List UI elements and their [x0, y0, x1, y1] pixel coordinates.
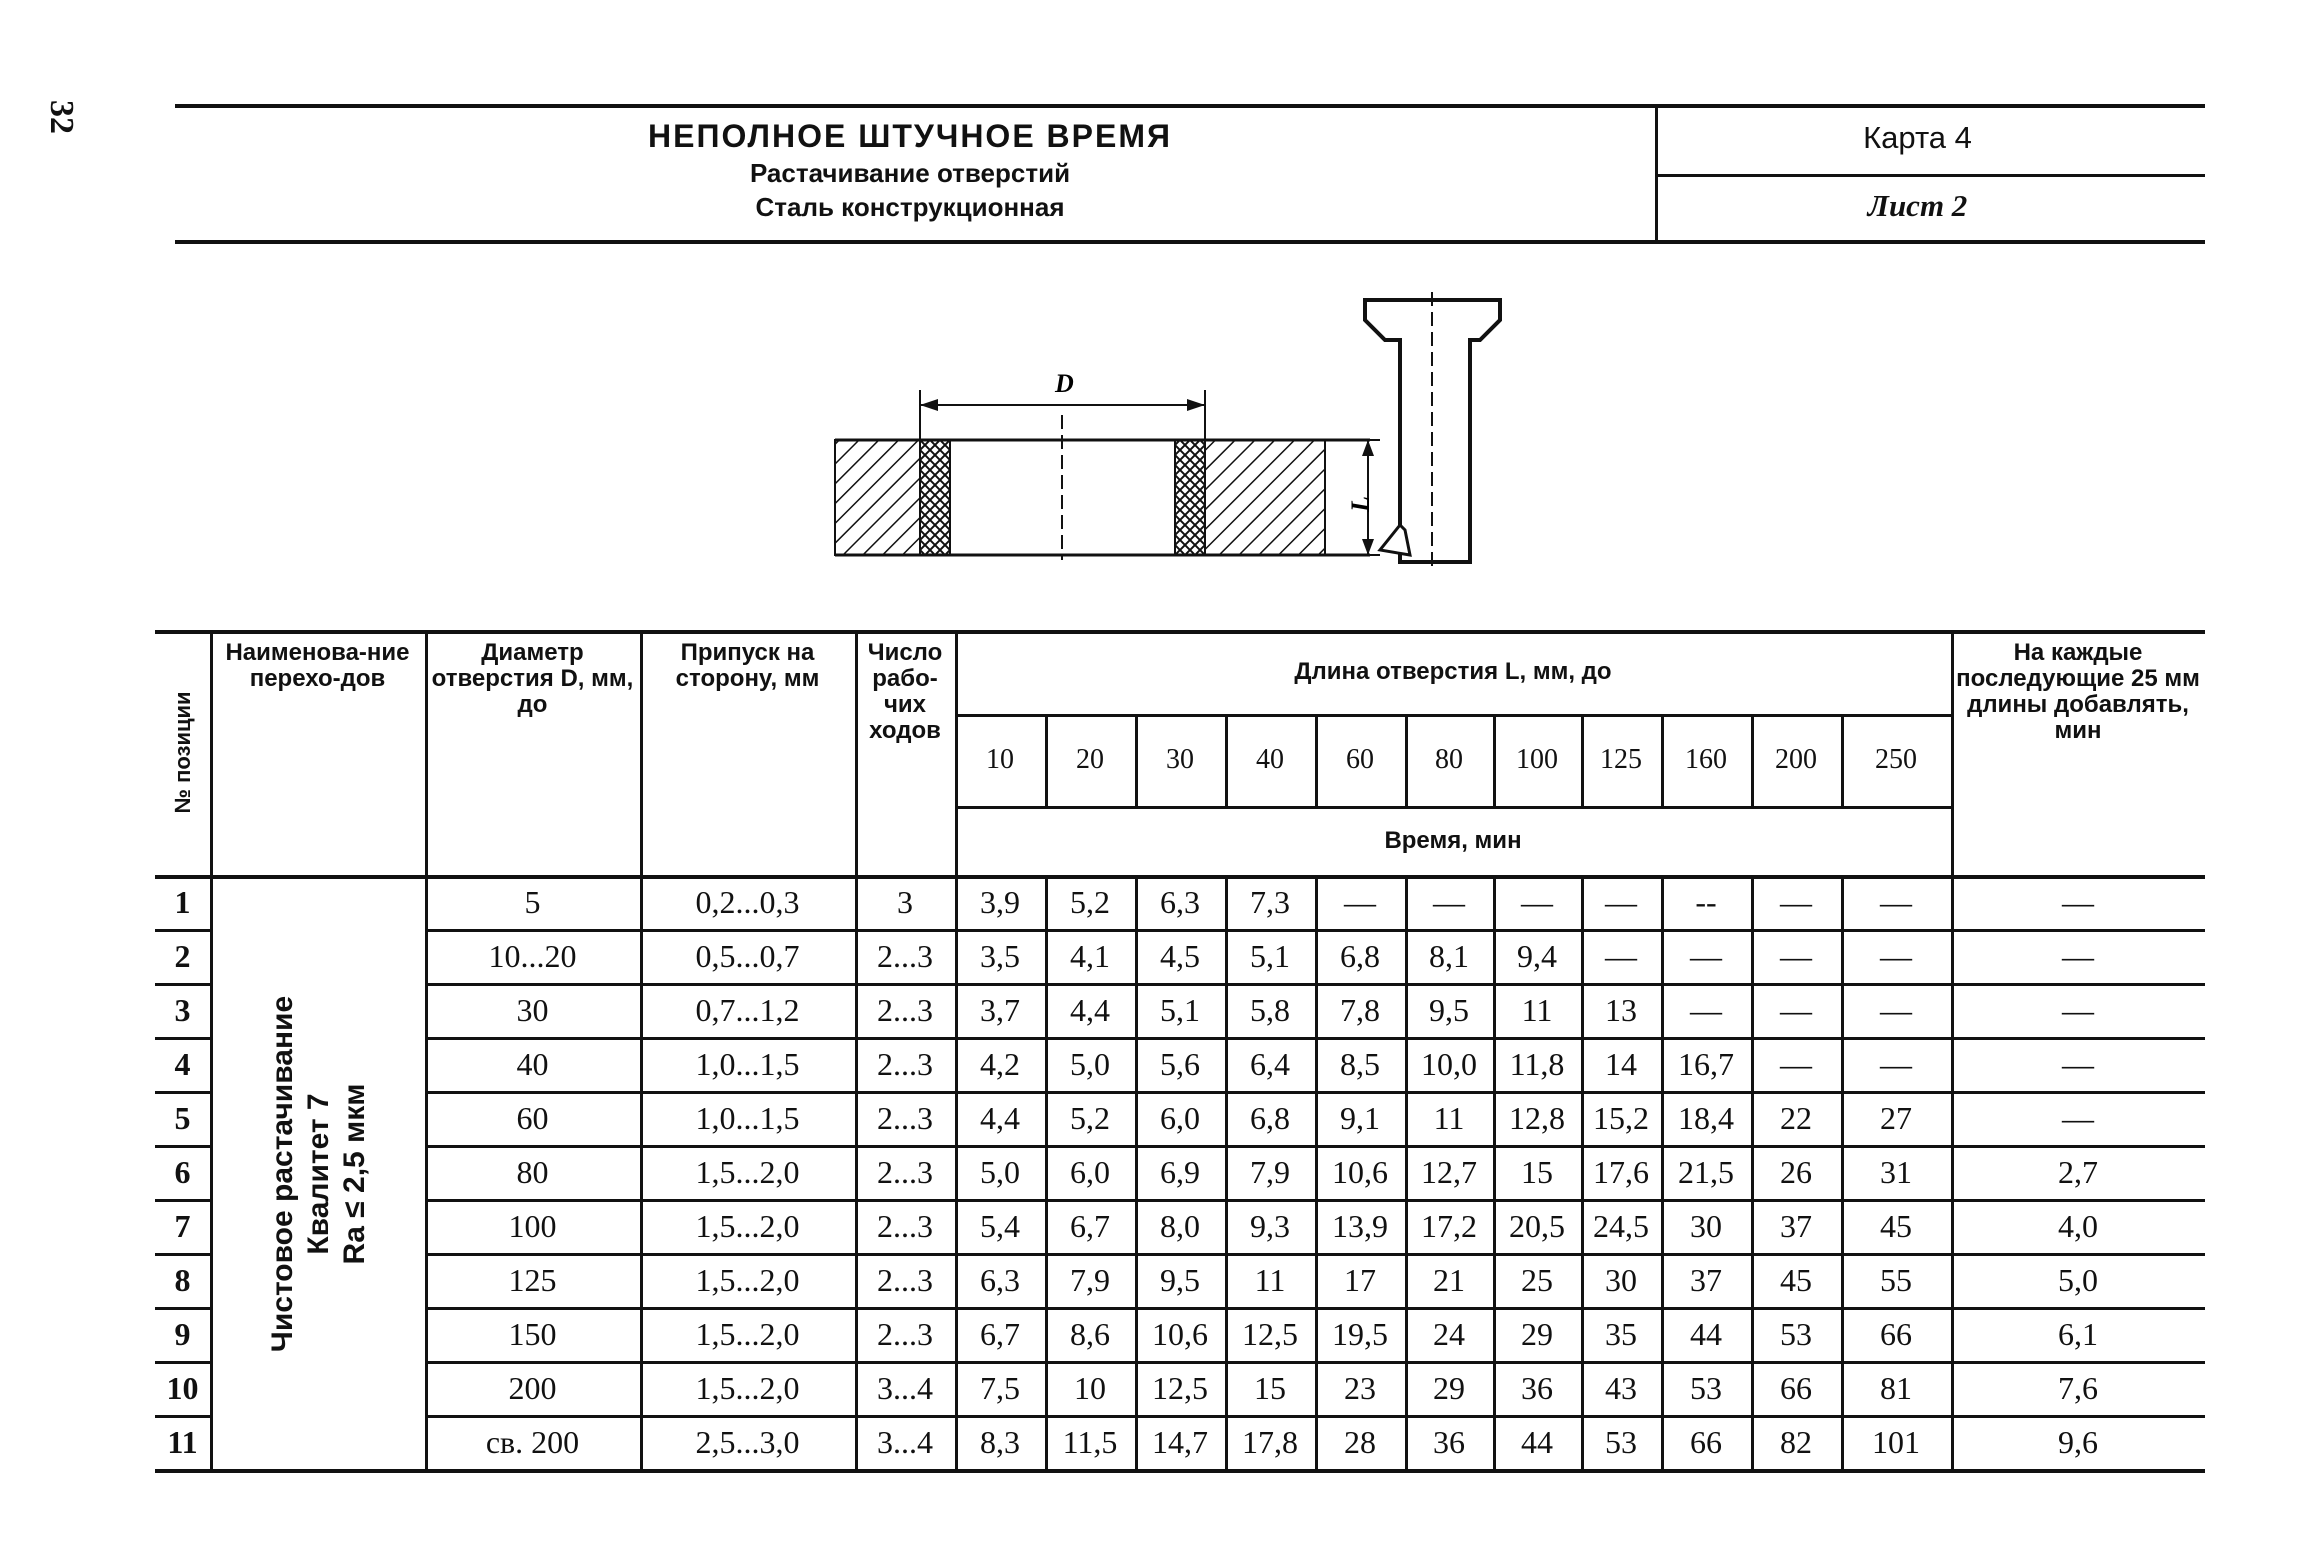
row-time: 36 [1521, 1369, 1553, 1406]
row-time: 35 [1605, 1315, 1637, 1352]
operation-line: Чистовое растачивание [266, 995, 300, 1353]
row-diameter: св. 200 [485, 1423, 580, 1460]
row-time: 3,7 [980, 991, 1020, 1028]
row-time: — [1880, 1045, 1912, 1082]
row-time: — [1605, 937, 1637, 974]
row-time: 17,6 [1593, 1153, 1649, 1190]
row-position: 4 [174, 1045, 191, 1082]
row-time: 8,3 [980, 1423, 1020, 1460]
operation-line: Ra ≤ 2,5 мкм [338, 1083, 372, 1265]
row-time: 7,3 [1250, 883, 1290, 920]
row-time: 44 [1521, 1423, 1553, 1460]
row-time: 30 [1690, 1207, 1722, 1244]
row-time: — [1433, 883, 1465, 920]
dimension-d-label: D [1055, 369, 1074, 398]
row-position: 2 [174, 937, 191, 974]
operation-cell [213, 879, 425, 1469]
row-time: 28 [1344, 1423, 1376, 1460]
row-time: 29 [1433, 1369, 1465, 1406]
row-allowance: 1,5...2,0 [695, 1369, 800, 1406]
row-time: 53 [1605, 1423, 1637, 1460]
row-allowance: 1,5...2,0 [695, 1261, 800, 1298]
row-time: 6,7 [980, 1315, 1020, 1352]
row-time: 36 [1433, 1423, 1465, 1460]
row-extra: 9,6 [2058, 1423, 2098, 1460]
row-diameter: 30 [516, 991, 549, 1028]
length-col-header: 20 [1076, 744, 1104, 775]
row-time: 81 [1880, 1369, 1912, 1406]
row-time: 101 [1872, 1423, 1920, 1460]
row-time: 15,2 [1593, 1099, 1649, 1136]
row-time: — [1521, 883, 1553, 920]
row-time: 30 [1605, 1261, 1637, 1298]
row-time: 14 [1605, 1045, 1637, 1082]
length-col-header: 80 [1435, 744, 1463, 775]
row-position: 11 [167, 1423, 198, 1460]
col-length-group-header: Длина отверстия L, мм, до [1294, 658, 1612, 685]
row-time: 24 [1433, 1315, 1465, 1352]
row-allowance: 2,5...3,0 [695, 1423, 800, 1460]
row-time: 9,3 [1250, 1207, 1290, 1244]
row-passes: 2...3 [877, 1153, 933, 1190]
row-passes: 3 [897, 883, 913, 920]
row-time: 8,5 [1340, 1045, 1380, 1082]
row-time: 21,5 [1678, 1153, 1734, 1190]
header-bottom-rule [175, 240, 2205, 244]
row-time: 6,8 [1250, 1099, 1290, 1136]
row-time: 23 [1344, 1369, 1376, 1406]
row-time: 82 [1780, 1423, 1812, 1460]
row-time: — [1780, 1045, 1812, 1082]
length-col-header: 100 [1516, 744, 1558, 775]
row-time: — [1880, 883, 1912, 920]
row-time: 43 [1605, 1369, 1637, 1406]
row-time: 5,2 [1070, 1099, 1110, 1136]
row-time: — [1690, 937, 1722, 974]
row-time: 8,1 [1429, 937, 1469, 974]
row-time: 6,4 [1250, 1045, 1290, 1082]
row-extra: — [2062, 937, 2094, 974]
row-time: 12,5 [1152, 1369, 1208, 1406]
row-position: 10 [166, 1369, 199, 1406]
row-passes: 2...3 [877, 1315, 933, 1352]
row-time: 17 [1344, 1261, 1376, 1298]
length-col-header: 160 [1685, 744, 1727, 775]
time-norms-table [155, 630, 2205, 1470]
row-time: — [1690, 991, 1722, 1028]
row-extra: — [2062, 991, 2094, 1028]
row-allowance: 1,0...1,5 [695, 1099, 800, 1136]
row-time: 12,7 [1421, 1153, 1477, 1190]
row-diameter: 200 [508, 1369, 557, 1406]
row-allowance: 1,5...2,0 [695, 1153, 800, 1190]
row-time: 9,1 [1340, 1099, 1380, 1136]
col-position-header: № позиции [169, 691, 195, 814]
row-time: 5,1 [1160, 991, 1200, 1028]
row-time: 7,9 [1070, 1261, 1110, 1298]
row-time: — [1880, 991, 1912, 1028]
col-passes-header: Число рабо-чих ходов [867, 639, 943, 744]
operation-text [265, 996, 373, 1352]
row-diameter: 60 [516, 1099, 549, 1136]
length-col-header: 10 [986, 744, 1014, 775]
row-time: 53 [1780, 1315, 1812, 1352]
row-extra: — [2062, 1045, 2094, 1082]
row-time: 6,3 [1160, 883, 1200, 920]
row-time: 6,8 [1340, 937, 1380, 974]
row-passes: 2...3 [877, 1045, 933, 1082]
row-time: 10,6 [1152, 1315, 1208, 1352]
row-position: 7 [174, 1207, 191, 1244]
page-subtitle-operation: Растачивание отверстий [749, 158, 1071, 188]
col-extra-header: На каждые последующие 25 мм длины добавлять, мин [1956, 639, 2200, 744]
row-time: 8,0 [1160, 1207, 1200, 1244]
row-position: 8 [174, 1261, 191, 1298]
row-time: 26 [1780, 1153, 1812, 1190]
row-time: 11,8 [1509, 1045, 1565, 1082]
row-diameter: 150 [508, 1315, 557, 1352]
row-time: 53 [1690, 1369, 1722, 1406]
row-time: 6,9 [1160, 1153, 1200, 1190]
row-time: 5,2 [1070, 883, 1110, 920]
row-time: 10,0 [1421, 1045, 1477, 1082]
sheet-number: Лист 2 [1867, 188, 1968, 223]
length-col-header: 250 [1875, 744, 1917, 775]
row-time: 55 [1880, 1261, 1912, 1298]
row-time: 10 [1074, 1369, 1106, 1406]
row-passes: 2...3 [877, 1099, 933, 1136]
row-time: 9,4 [1517, 937, 1557, 974]
operation-line: Квалитет 7 [302, 1093, 336, 1255]
row-time: 5,1 [1250, 937, 1290, 974]
col-diameter-header: Диаметр отверстия D, мм, до [431, 639, 634, 718]
row-time: 31 [1880, 1153, 1912, 1190]
row-time: 4,1 [1070, 937, 1110, 974]
length-col-header: 40 [1256, 744, 1284, 775]
row-time: — [1780, 937, 1812, 974]
row-time: 3,9 [980, 883, 1020, 920]
row-time: 66 [1780, 1369, 1812, 1406]
row-time: 7,5 [980, 1369, 1020, 1406]
row-time: 16,7 [1678, 1045, 1734, 1082]
row-time: 15 [1521, 1153, 1553, 1190]
row-time: 37 [1690, 1261, 1722, 1298]
row-extra: 2,7 [2058, 1153, 2098, 1190]
row-time: 45 [1780, 1261, 1812, 1298]
row-time: 27 [1880, 1099, 1912, 1136]
row-diameter: 125 [508, 1261, 557, 1298]
row-diameter: 40 [516, 1045, 549, 1082]
row-time: 10,6 [1332, 1153, 1388, 1190]
page-title: НЕПОЛНОЕ ШТУЧНОЕ ВРЕМЯ [647, 118, 1172, 154]
row-position: 6 [174, 1153, 191, 1190]
row-position: 5 [174, 1099, 191, 1136]
row-time: 11 [1254, 1261, 1286, 1298]
row-time: 6,0 [1160, 1099, 1200, 1136]
row-time: 12,5 [1242, 1315, 1298, 1352]
workpiece-right [1205, 440, 1325, 555]
length-col-header: 125 [1600, 744, 1642, 775]
row-passes: 2...3 [877, 991, 933, 1028]
boring-diagram [820, 280, 1540, 580]
row-time: 4,4 [980, 1099, 1020, 1136]
row-extra: — [2062, 883, 2094, 920]
row-time: 19,5 [1332, 1315, 1388, 1352]
row-time: 66 [1690, 1423, 1722, 1460]
row-time: 5,6 [1160, 1045, 1200, 1082]
row-diameter: 10...20 [488, 937, 577, 974]
row-time: 11 [1433, 1099, 1465, 1136]
row-time: 3,5 [980, 937, 1020, 974]
row-time: 18,4 [1678, 1099, 1734, 1136]
row-passes: 3...4 [877, 1423, 933, 1460]
row-time: 11 [1521, 991, 1553, 1028]
row-allowance: 0,2...0,3 [695, 883, 800, 920]
row-time: 7,9 [1250, 1153, 1290, 1190]
row-time: 17,2 [1421, 1207, 1477, 1244]
col-allowance-header: Припуск на сторону, мм [675, 639, 820, 692]
row-time: 9,5 [1160, 1261, 1200, 1298]
page-subtitle-material: Сталь конструкционная [755, 192, 1065, 222]
row-time: 5,8 [1250, 991, 1290, 1028]
row-time: 4,5 [1160, 937, 1200, 974]
row-time: 12,8 [1509, 1099, 1565, 1136]
row-time: 44 [1690, 1315, 1722, 1352]
row-extra: 7,6 [2058, 1369, 2098, 1406]
length-col-header: 200 [1775, 744, 1817, 775]
row-time: 14,7 [1152, 1423, 1208, 1460]
length-col-header: 60 [1346, 744, 1374, 775]
row-diameter: 5 [524, 883, 541, 920]
row-time: 66 [1880, 1315, 1912, 1352]
row-time: 20,5 [1509, 1207, 1565, 1244]
row-time: 9,5 [1429, 991, 1469, 1028]
card-number: Карта 4 [1863, 120, 1972, 155]
row-time: 11,5 [1062, 1423, 1118, 1460]
length-col-header: 30 [1166, 744, 1194, 775]
row-passes: 3...4 [877, 1369, 933, 1406]
allowance-left [920, 440, 950, 555]
cutter-insert [1380, 525, 1410, 555]
header-card-rule [1655, 174, 2205, 177]
row-time: -- [1695, 883, 1717, 920]
row-time: 8,6 [1070, 1315, 1110, 1352]
page-number: 32 [43, 100, 80, 134]
row-time: — [1344, 883, 1376, 920]
row-time: 5,4 [980, 1207, 1020, 1244]
row-time: — [1780, 883, 1812, 920]
row-position: 9 [174, 1315, 191, 1352]
row-time: 15 [1254, 1369, 1286, 1406]
workpiece-left [835, 440, 920, 555]
row-time: 6,3 [980, 1261, 1020, 1298]
row-time: 13,9 [1332, 1207, 1388, 1244]
row-time: 25 [1521, 1261, 1553, 1298]
row-extra: — [2062, 1099, 2094, 1136]
row-diameter: 80 [516, 1153, 549, 1190]
row-allowance: 0,7...1,2 [695, 991, 800, 1028]
row-allowance: 0,5...0,7 [695, 937, 800, 974]
row-passes: 2...3 [877, 937, 933, 974]
row-time: 22 [1780, 1099, 1812, 1136]
row-allowance: 1,0...1,5 [695, 1045, 800, 1082]
row-time: — [1780, 991, 1812, 1028]
dimension-l-label: L [1346, 496, 1375, 512]
row-time: 24,5 [1593, 1207, 1649, 1244]
row-allowance: 1,5...2,0 [695, 1315, 800, 1352]
row-time: — [1880, 937, 1912, 974]
row-time: 21 [1433, 1261, 1465, 1298]
row-time: — [1605, 883, 1637, 920]
row-allowance: 1,5...2,0 [695, 1207, 800, 1244]
row-time: 45 [1880, 1207, 1912, 1244]
row-time: 7,8 [1340, 991, 1380, 1028]
header-top-rule [175, 104, 2205, 108]
row-time: 4,2 [980, 1045, 1020, 1082]
row-time: 13 [1605, 991, 1637, 1028]
row-extra: 4,0 [2058, 1207, 2098, 1244]
row-position: 1 [174, 883, 191, 920]
row-passes: 2...3 [877, 1207, 933, 1244]
row-passes: 2...3 [877, 1261, 933, 1298]
row-rule-11 [155, 1469, 2205, 1473]
col-operation-header: Наименова-ние перехо-дов [225, 639, 410, 692]
row-time: 4,4 [1070, 991, 1110, 1028]
row-time: 5,0 [980, 1153, 1020, 1190]
allowance-right [1175, 440, 1205, 555]
row-time: 5,0 [1070, 1045, 1110, 1082]
row-time: 6,7 [1070, 1207, 1110, 1244]
row-time: 37 [1780, 1207, 1812, 1244]
row-position: 3 [174, 991, 191, 1028]
row-time: 6,0 [1070, 1153, 1110, 1190]
col-time-label: Время, мин [1384, 826, 1522, 854]
row-extra: 5,0 [2058, 1261, 2098, 1298]
row-diameter: 100 [508, 1207, 557, 1244]
row-extra: 6,1 [2058, 1315, 2098, 1352]
row-time: 29 [1521, 1315, 1553, 1352]
row-time: 17,8 [1242, 1423, 1298, 1460]
